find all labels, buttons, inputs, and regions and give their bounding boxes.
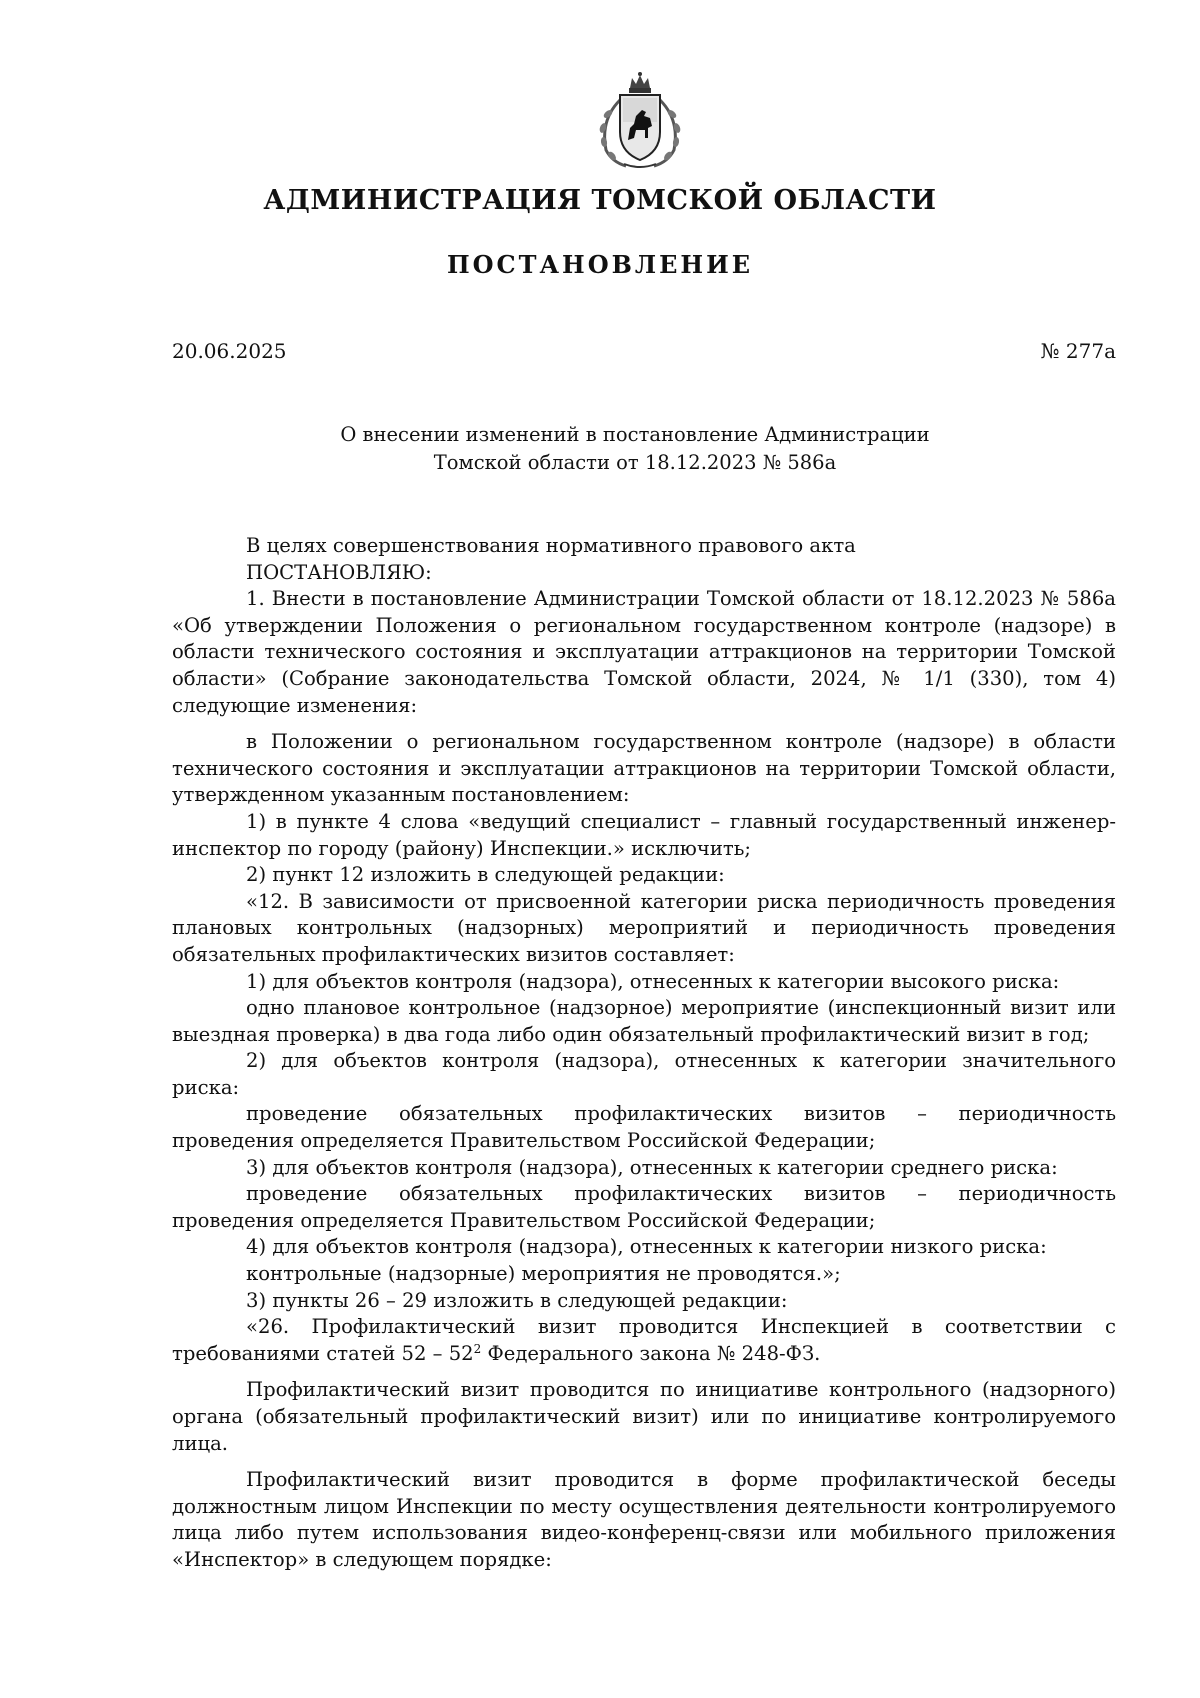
paragraph (172, 1314, 1116, 1367)
document-subject (0, 421, 1200, 477)
paragraph: одно плановое контрольное (надзорное) мероприятие (инспекционный визит или выездная проверка) в два года либо один обязательный профилактический визит в год; (172, 996, 1116, 1046)
paragraph-text: «26. Профилактический визит проводится Инспекцией в соответствии с требованиями статей 52 – 52 (172, 1315, 1116, 1365)
paragraph: 2) пункт 12 изложить в следующей редакции: (246, 863, 725, 887)
paragraph: 3) пункты 26 – 29 изложить в следующей редакции: (246, 1288, 788, 1312)
paragraph: проведение обязательных профилактических визитов – периодичность проведения определяется Правительством Российской Федерации; (172, 1182, 1116, 1232)
paragraph: в Положении о региональном государственном контроле (надзоре) в области технического состояния и эксплуатации аттракционов на территории Томской области, утвержденном указанным постановлением: (172, 730, 1116, 807)
document-type: ПОСТАНОВЛЕНИЕ (446, 250, 754, 279)
paragraph: контрольные (надзорные) мероприятия не проводятся.»; (246, 1262, 841, 1286)
paragraph: 1. Внести в постановление Администрации Томской области от 18.12.2023 № 586а «Об утверждении Положения о региональном государственном контроле (надзоре) в области технического состояния и эксплуатации аттракционов на территории Томской области» (Собрание законодательства Томской области, 2024, № 1/1 (330), том 4) следующие изменения: (172, 587, 1116, 717)
superscript: 2 (473, 1341, 482, 1356)
paragraph-text: Федерального закона № 248-ФЗ. (481, 1341, 821, 1365)
paragraph: Профилактический визит проводится по инициативе контрольного (надзорного) органа (обязательный профилактический визит) или по инициативе контролируемого лица. (172, 1378, 1116, 1455)
paragraph: 4) для объектов контроля (надзора), отнесенных к категории низкого риска: (246, 1235, 1047, 1259)
paragraph: «12. В зависимости от присвоенной категории риска периодичность проведения плановых контрольных (надзорных) мероприятий и периодичность проведения обязательных профилактических визитов составляет: (172, 889, 1116, 966)
paragraph: ПОСТАНОВЛЯЮ: (246, 560, 432, 584)
coat-of-arms-icon (590, 70, 690, 174)
paragraph: проведение обязательных профилактических визитов – периодичность проведения определяется Правительством Российской Федерации; (172, 1102, 1116, 1153)
paragraph: 1) для объектов контроля (надзора), отнесенных к категории высокого риска: (246, 969, 1060, 993)
document-number: № 277а (1040, 339, 1116, 363)
organization-title: АДМИНИСТРАЦИЯ ТОМСКОЙ ОБЛАСТИ (263, 185, 937, 216)
paragraph: В целях совершенствования нормативного правового акта (246, 534, 856, 557)
paragraph: 1) в пункте 4 слова «ведущий специалист – главный государственный инженер-инспектор по городу (району) Инспекции.» исключить; (172, 809, 1116, 860)
paragraph: 3) для объектов контроля (надзора), отнесенных к категории среднего риска: (246, 1155, 1058, 1179)
subject-line: Томской области от 18.12.2023 № 586а (433, 451, 837, 474)
document-body (172, 533, 1116, 1574)
document-date: 20.06.2025 (172, 339, 287, 363)
paragraph: 2) для объектов контроля (надзора), отнесенных к категории значительного риска: (172, 1049, 1116, 1099)
subject-line: О внесении изменений в постановление Администрации (340, 423, 930, 446)
paragraph: Профилактический визит проводится в форме профилактической беседы должностным лицом Инспекции по месту осуществления деятельности контролируемого лица либо путем использования видео-конференц-связи или мобильного приложения «Инспектор» в следующем порядке: (172, 1468, 1116, 1571)
